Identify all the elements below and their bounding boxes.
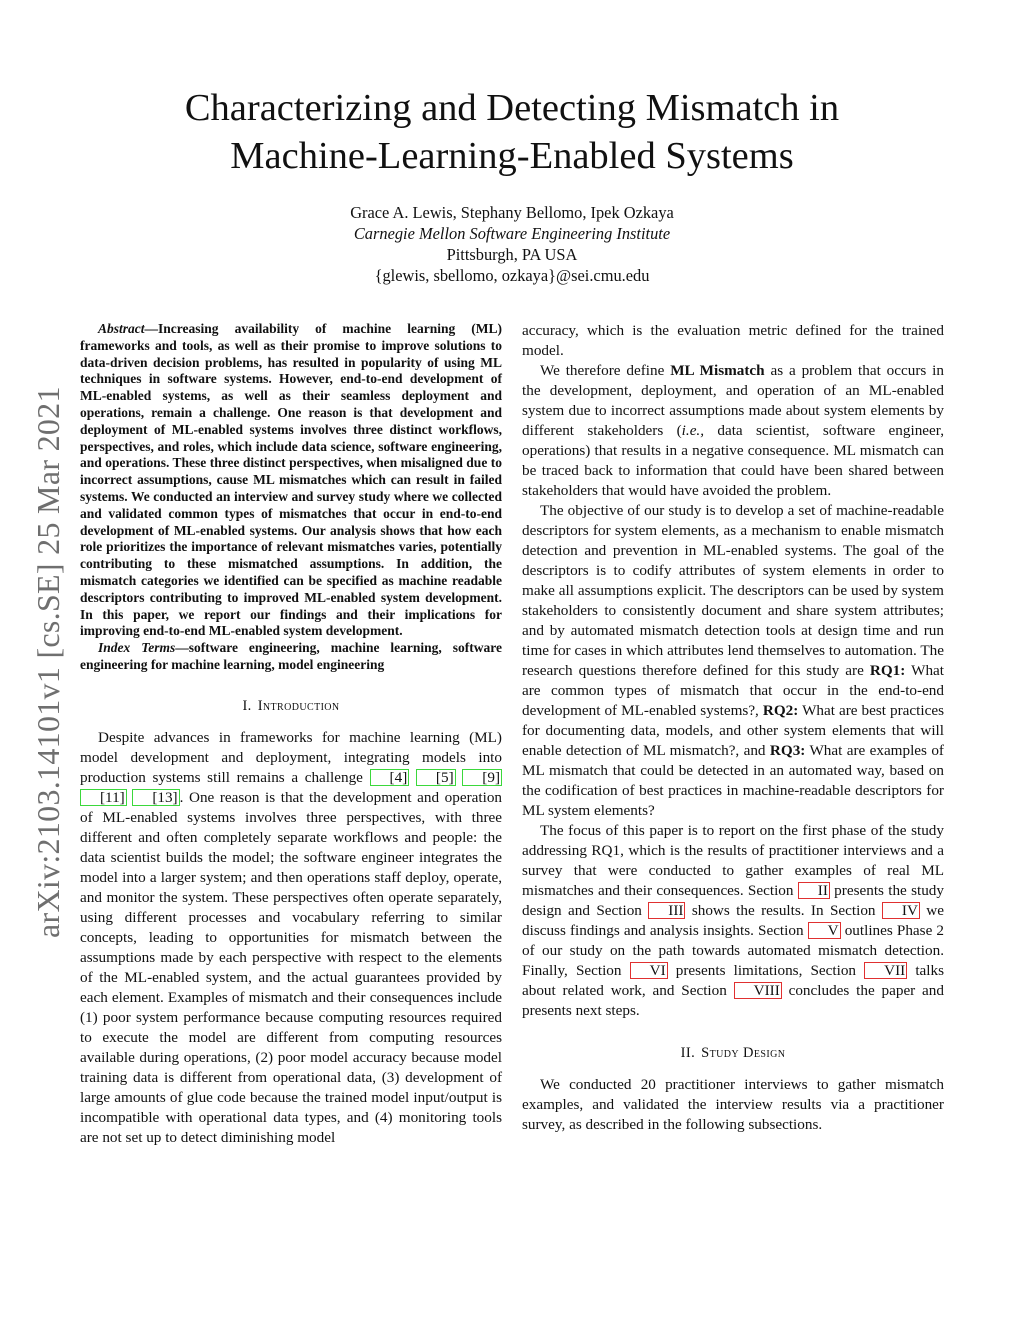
abstract <box>80 321 502 640</box>
author-location: Pittsburgh, PA USA <box>446 245 578 264</box>
citation-link[interactable]: [5] <box>416 769 456 786</box>
rq2-label: RQ2: <box>762 702 799 719</box>
section-ref-link[interactable]: VII <box>864 962 907 979</box>
section-ref-link[interactable]: II <box>798 882 830 899</box>
objective-paragraph <box>522 501 944 821</box>
ml-mismatch-definition <box>522 361 944 501</box>
section-number: II. <box>680 1045 696 1061</box>
abstract-text: —Increasing availability of machine learning (ML) frameworks and tools, as well as their promise to improve solutions to data-driven decision problems, has resulted in popularity of using ML techniques in software systems. However, end-to-end development of ML-enabled systems, as well as their seamless deployment and operations, remain a challenge. One reason is that development and deployment of ML-enabled systems involves three distinct workflows, perspectives, and roles, which include data science, software engineering, and operations. These three distinct perspectives, when misaligned due to incorrect assumptions, cause ML mismatches which can result in failed systems. We conducted an interview and survey study where we collected and validated common types of mismatches that occur in end-to-end development of ML-enabled systems. Our analysis shows that how each role prioritizes the importance of relevant mismatches varies, potentially contributing to these mismatched assumptions. In addition, the mismatch categories we identified can be specified as machine readable descriptors contributing to improved ML-enabled system development. In this paper, we report our findings and their implications for improving end-to-end ML-enabled system development. <box>80 321 502 639</box>
section-ref-link[interactable]: V <box>808 922 841 939</box>
index-terms-label: Index Terms <box>98 640 176 656</box>
index-terms-text: —software engineering, machine learning, software engineering for machine learning, model engineering <box>80 640 502 672</box>
citation-link[interactable]: [13] <box>132 789 179 806</box>
citation-link[interactable]: [4] <box>370 769 410 786</box>
arxiv-identifier: arXiv:2103.14101v1 [cs.SE] 25 Mar 2021 <box>30 386 66 938</box>
section-ref-link[interactable]: III <box>648 902 685 919</box>
definition-text-c: data scientist, software engineer, operations) that results in a negative consequence. ML mismatch can be traced back to information that could have been shared between stakeholders that would have avoided the problem. <box>522 422 945 499</box>
focus-paragraph <box>522 821 944 1021</box>
ml-mismatch-term: ML Mismatch <box>670 362 765 379</box>
author-names: Grace A. Lewis, Stephany Bellomo, Ipek Ozkaya <box>350 203 674 222</box>
section-ref-link[interactable]: IV <box>882 902 920 919</box>
focus-text-b: presents the study design and Section <box>522 882 944 919</box>
rq1-label: RQ1: <box>869 662 906 679</box>
focus-text-d: we discuss findings and analysis insights. Section <box>522 902 945 939</box>
focus-text-c: shows the results. In Section <box>685 902 882 919</box>
objective-text-d: What are examples of ML mismatch that could be detected in an automated way, based on the codification of best practices in machine-readable descriptors for ML system elements? <box>522 742 944 819</box>
intro-text-a: Despite advances in frameworks for machine learning (ML) model development and deployment, integrating models into production systems still remains a challenge <box>80 728 502 786</box>
section-number: I. <box>242 697 252 714</box>
section-heading-study-design <box>522 1043 944 1063</box>
continued-paragraph: accuracy, which is the evaluation metric defined for the trained model. <box>522 322 944 359</box>
focus-text-f: presents limitations, Section <box>667 962 865 979</box>
focus-text-h: concludes the paper and presents next steps. <box>522 982 944 1019</box>
right-column <box>522 321 944 1135</box>
index-terms <box>80 640 502 674</box>
intro-text-b: . One reason is that the development and operation of ML-enabled systems involves three perspectives, with three different and often completely separate workflows and people: the data scientist builds the model; the software engineer integrates the model into a larger system; and then operations staff deploy, operate, and monitor the system. These perspectives often operate separately, using different processes and vocabulary referring to similar concepts, leading to opportunities for mismatch between the assumptions made by each perspective with respect to the elements of the ML-enabled system, and the actual guarantees provided by each element. Examples of mismatch and their consequences include (1) poor system performance because computing resources required to execute the model are different from computing resources available during operations, (2) poor model accuracy because model training data is different from operational data, (3) development of large amounts of glue code because the trained model input/output is incompatible with operational data types, and (4) monitoring tools are not set up to detect diminishing model <box>80 788 503 1146</box>
focus-text-a: The focus of this paper is to report on the first phase of the study addressing RQ1, which is the results of practitioner interviews and a survey that were conducted to gather examples of real ML mismatches and their consequences. Section <box>522 822 944 899</box>
definition-text-b: as a problem that occurs in the development, deployment, and operation of an ML-enabled system due to incorrect assumptions made about system elements by different stakeholders ( <box>522 362 944 439</box>
study-design-paragraph: We conducted 20 practitioner interviews to gather mismatch examples, and validated the interview results via a practitioner survey, as described in the following subsections. <box>522 1076 944 1133</box>
section-heading-introduction <box>80 696 502 716</box>
author-affiliation: Carnegie Mellon Software Engineering Institute <box>353 224 671 243</box>
focus-text-e: outlines Phase 2 of our study on the path towards automated mismatch detection. Finally, Section <box>522 922 944 979</box>
left-column <box>80 321 502 1148</box>
focus-text-g: talks about related work, and Section <box>522 962 945 999</box>
ie-abbreviation: i.e., <box>681 422 705 439</box>
intro-paragraph <box>80 728 502 1148</box>
section-title: Introduction <box>257 697 340 714</box>
paper-title <box>0 84 1024 180</box>
citation-link[interactable]: [9] <box>462 769 502 786</box>
author-emails: {glewis, sbellomo, ozkaya}@sei.cmu.edu <box>374 266 650 285</box>
citation-link[interactable]: [11] <box>80 789 127 806</box>
objective-text-c: What are best practices for documenting data, models, and other system elements that will enable detection of ML mismatch?, and <box>522 702 944 759</box>
section-title: Study Design <box>701 1045 786 1061</box>
objective-text-b: What are common types of mismatch that occur in the end-to-end development of ML-enabled systems?, <box>522 662 945 719</box>
definition-text-a: We therefore define <box>540 362 671 379</box>
paper-title-line-2: Machine-Learning-Enabled Systems <box>230 135 794 177</box>
rq3-label: RQ3: <box>769 742 806 759</box>
objective-text-a: The objective of our study is to develop a set of machine-readable descriptors for system elements, as a mechanism to enable mismatch detection and prevention in ML-enabled systems. The goal of the descriptors is to codify attributes of system elements in order to make all assumptions explicit. The descriptors can be used by system stakeholders to consistently document and share system attributes; and by automated mismatch detection tools at design time and run time for cases in which attributes lend themselves to automation. The research questions therefore defined for this study are <box>522 502 944 679</box>
section-ref-link[interactable]: VI <box>630 962 668 979</box>
paper-title-line-1: Characterizing and Detecting Mismatch in <box>184 87 840 129</box>
author-block <box>0 202 1024 286</box>
abstract-label: Abstract <box>98 321 145 336</box>
section-ref-link[interactable]: VIII <box>734 982 782 999</box>
